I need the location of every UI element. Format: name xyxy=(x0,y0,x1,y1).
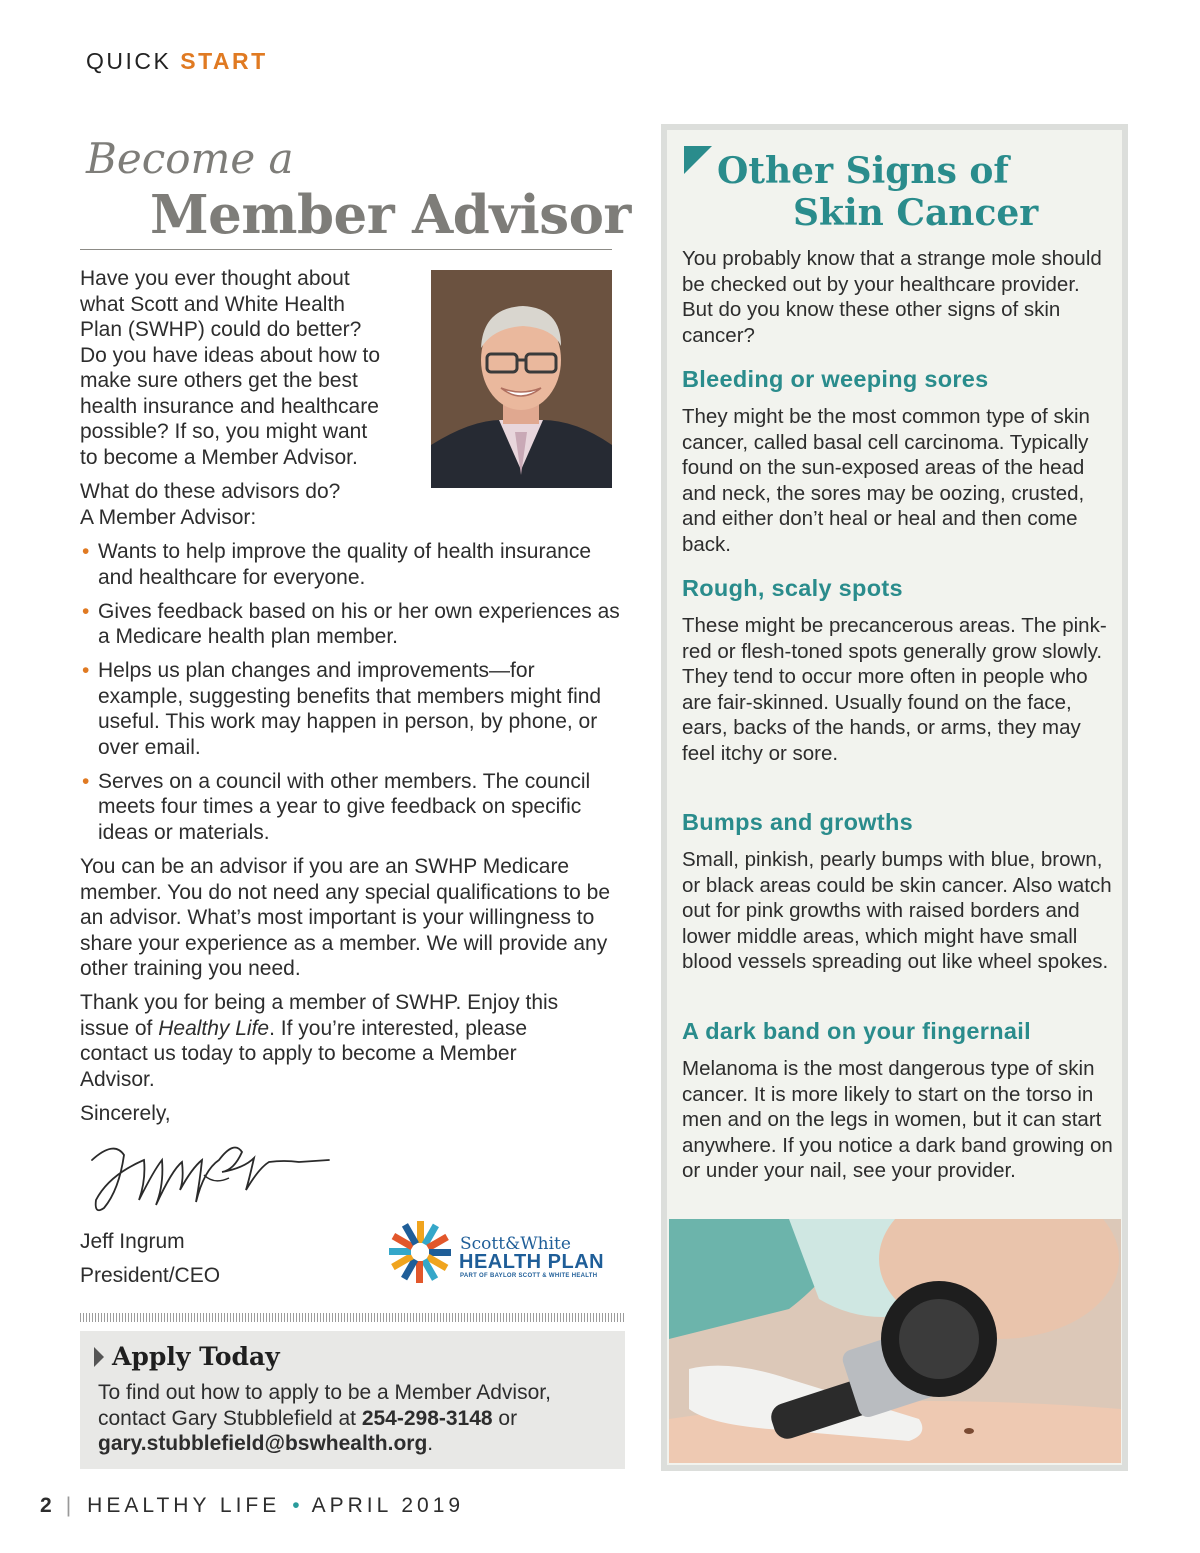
logo-brand-name: Scott&White xyxy=(460,1234,571,1254)
signer-title: President/CEO xyxy=(80,1264,221,1287)
list-item: • Serves on a council with other members. The council meets four times a year to give feedback on specific ideas or materials. xyxy=(82,769,591,844)
logo-product-name: HEALTH PLAN xyxy=(459,1251,605,1273)
article-title-line2: Member Advisor xyxy=(150,184,631,246)
magazine-name: Healthy Life xyxy=(158,1016,270,1040)
bullet-icon: • xyxy=(82,769,90,793)
corner-triangle-icon xyxy=(684,146,714,176)
intro-paragraph xyxy=(80,266,425,470)
question-line: A Member Advisor: xyxy=(80,505,257,529)
dermatoscope-exam-illustration xyxy=(669,1219,1121,1463)
eligibility-paragraph: You can be an advisor if you are an SWHP Medicare member. You do not need any special qualifications to be an advisor. What’s most important is your willingness to share your experience as a member. We will provide any other training you need. xyxy=(80,855,611,980)
triangle-arrow-icon xyxy=(93,1346,105,1368)
sidebar-intro: You probably know that a strange mole should be checked out by your healthcare provider. But do you know these other signs of skin cancer? xyxy=(682,247,1102,347)
intro-line: health insurance and healthcare xyxy=(80,394,379,418)
ceo-portrait-photo xyxy=(431,270,612,488)
section-label-accent: START xyxy=(180,48,268,74)
ceo-portrait-illustration xyxy=(431,270,612,488)
sign-heading: Bleeding or weeping sores xyxy=(682,366,989,392)
signer-name: Jeff Ingrum xyxy=(80,1230,185,1253)
list-item: • Wants to help improve the quality of health insurance and healthcare for everyone. xyxy=(82,540,591,589)
intro-line: make sure others get the best xyxy=(80,369,358,392)
thanks-paragraph: Thank you for being a member of SWHP. Enjoy this issue of Healthy Life. If you’re interested, please contact us today to apply to become a Member Advisor. xyxy=(80,991,559,1091)
intro-line: to become a Member Advisor. xyxy=(80,445,358,469)
page-number: 2 xyxy=(40,1494,52,1517)
dermatoscope-exam-photo xyxy=(669,1219,1121,1463)
intro-line: Have you ever thought about xyxy=(80,267,350,290)
apply-title: Apply Today xyxy=(112,1342,280,1371)
bullet-icon: • xyxy=(82,540,90,563)
sign-body: They might be the most common type of skin cancer, called basal cell carcinoma. Typically found on the sun-exposed areas of the head and neck, the sores may be oozing, crusted, and either don’t heal or heal and then come back. xyxy=(682,405,1090,556)
signature-image xyxy=(84,1130,334,1215)
sign-heading: Bumps and growths xyxy=(682,809,913,835)
footer-separator: | xyxy=(65,1494,72,1517)
list-item: • Gives feedback based on his or her own experiences as a Medicare health plan member. xyxy=(82,599,620,648)
section-label xyxy=(86,48,268,75)
list-item: • Helps us plan changes and improvements—for example, suggesting benefits that members might find useful. This work may happen in person, by phone, or over email. xyxy=(82,659,602,759)
sidebar-title-line2: Skin Cancer xyxy=(793,192,1039,234)
hatch-divider xyxy=(80,1313,625,1322)
issue-date: APRIL 2019 xyxy=(311,1494,465,1517)
bullet-icon: • xyxy=(82,599,90,623)
sign-body: Small, pinkish, pearly bumps with blue, brown, or black areas could be skin cancer. Also watch out for pink growths with raised borders and lower middle areas, which might have small blood vessels spreading out like wheel spokes. xyxy=(682,848,1112,973)
publication-name: HEALTHY LIFE xyxy=(87,1494,281,1517)
title-divider xyxy=(80,249,612,250)
article-title-line1: Become a xyxy=(86,134,294,183)
contact-phone[interactable]: 254-298-3148 xyxy=(361,1406,493,1430)
advisor-question xyxy=(80,479,425,530)
contact-email-link[interactable]: gary.stubblefield@bswhealth.org xyxy=(98,1432,428,1455)
sign-heading: A dark band on your fingernail xyxy=(682,1018,1031,1044)
logo-tagline: PART OF BAYLOR SCOTT & WHITE HEALTH xyxy=(460,1273,598,1279)
health-plan-logo-mark xyxy=(386,1219,454,1285)
intro-line: Do you have ideas about how to xyxy=(80,343,381,367)
closing: Sincerely, xyxy=(80,1102,171,1125)
sign-heading: Rough, scaly spots xyxy=(682,575,903,601)
sidebar-title-line1: Other Signs of xyxy=(717,150,1009,192)
page-footer xyxy=(40,1494,464,1518)
sign-body: Melanoma is the most dangerous type of skin cancer. It is more likely to start on the torso in men and on the legs in women, but it can start anywhere. If you notice a dark band growing on or under your nail, see your provider. xyxy=(682,1057,1113,1182)
intro-line: Plan (SWHP) could do better? xyxy=(80,318,362,341)
advisor-duties-list xyxy=(80,539,625,854)
footer-dot: • xyxy=(292,1494,300,1517)
intro-line: possible? If so, you might want xyxy=(80,420,368,443)
question-line: What do these advisors do? xyxy=(80,480,341,503)
intro-line: what Scott and White Health xyxy=(80,292,345,316)
apply-instructions: To find out how to apply to be a Member Advisor, contact Gary Stubblefield at 254-298-3148 or gary.stubblefield@bswhealth.org. xyxy=(98,1381,551,1455)
sign-body: These might be precancerous areas. The pink-red or flesh-toned spots generally grow slowly. They tend to occur more often in people who are fair-skinned. Usually found on the face, ears, backs of the hands, or arms, they may feel itchy or sore. xyxy=(682,614,1107,765)
section-label-plain: QUICK xyxy=(86,48,172,74)
bullet-icon: • xyxy=(82,659,90,682)
